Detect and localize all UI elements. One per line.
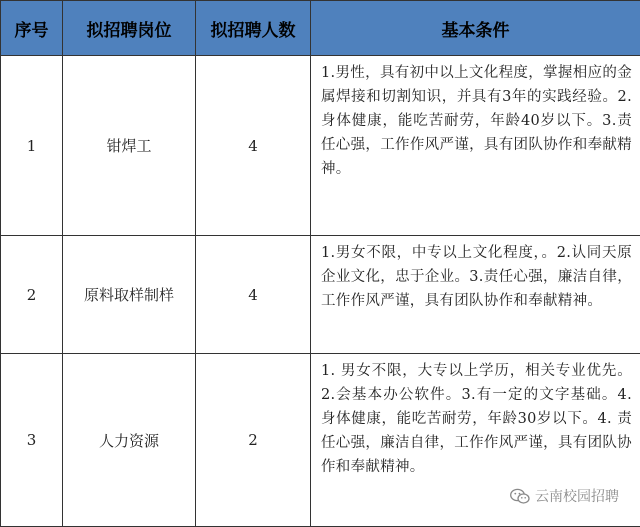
row-requirements: 1. 男女不限，大专以上学历，相关专业优先。2.会基本办公软件。3.有一定的文字基础。4. 身体健康，能吃苦耐劳，年龄30岁以下。4. 责任心强，廉洁自律，工作作风严谨，具有团队协作和奉献精神。 [311, 354, 640, 527]
row-no: 3 [1, 354, 63, 527]
row-requirements: 1.男女不限，中专以上文化程度，。2.认同天原企业文化，忠于企业。3.责任心强，廉洁自律，工作作风严谨，具有团队协作和奉献精神。 [311, 236, 640, 354]
table-row [1, 236, 640, 354]
watermark [507, 485, 622, 507]
row-requirements: 1.男性，具有初中以上文化程度，掌握相应的金属焊接和切割知识，并具有3年的实践经验。2.身体健康，能吃苦耐劳，年龄40岁以下。3.责任心强，工作作风严谨，具有团队协作和奉献精神。 [311, 56, 640, 236]
row-no: 1 [1, 56, 63, 236]
header-no: 序号 [1, 1, 63, 56]
wechat-icon [510, 488, 530, 505]
row-no: 2 [1, 236, 63, 354]
row-position: 原料取样制样 [63, 236, 196, 354]
row-count: 4 [196, 56, 311, 236]
header-count: 拟招聘人数 [196, 1, 311, 56]
row-count: 4 [196, 236, 311, 354]
table-header-row [1, 1, 640, 56]
row-position: 人力资源 [63, 354, 196, 527]
table-row [1, 56, 640, 236]
row-count: 2 [196, 354, 311, 527]
row-position: 钳焊工 [63, 56, 196, 236]
watermark-text: 云南校园招聘 [535, 486, 619, 506]
header-position: 拟招聘岗位 [63, 1, 196, 56]
header-requirements: 基本条件 [311, 1, 640, 56]
